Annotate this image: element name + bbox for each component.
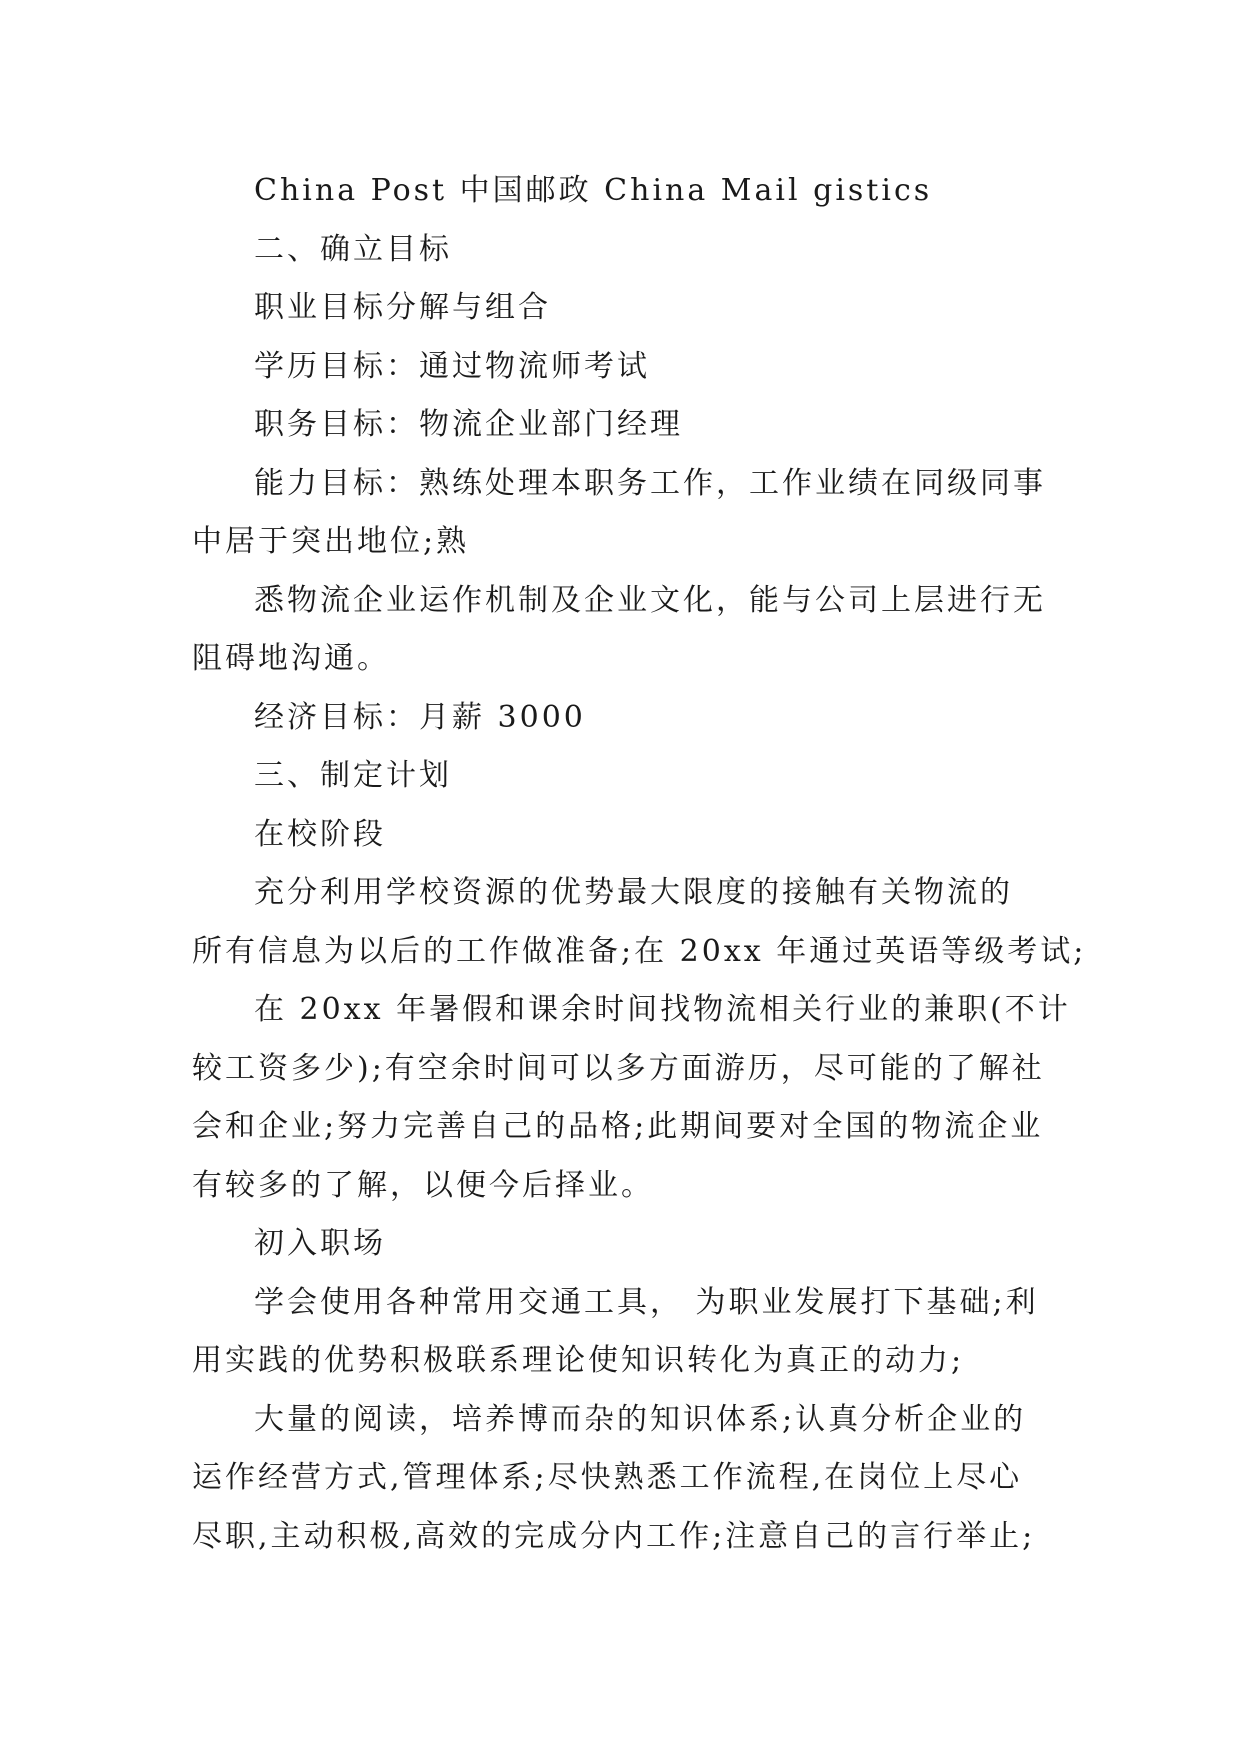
paragraph-line: 在 20xx 年暑假和课余时间找物流相关行业的兼职(不计 [254,992,1071,1027]
paragraph-line: 有较多的了解，以便今后择业。 [192,1167,654,1203]
paragraph-line: 职务目标：物流企业部门经理 [254,407,683,442]
paragraph-line: 能力目标：熟练处理本职务工作，工作业绩在同级同事 [254,465,1046,501]
subheading: 初入职场 [254,1226,386,1261]
paragraph-line: 大量的阅读，培养博而杂的知识体系;认真分析企业的 [254,1401,1027,1437]
intro-line: China Post 中国邮政 China Mail gistics [254,173,933,208]
paragraph-line: 学会使用各种常用交通工具， 为职业发展打下基础;利 [254,1284,1039,1320]
paragraph-line: 较工资多少);有空余时间可以多方面游历，尽可能的了解社 [192,1050,1045,1086]
paragraph-line: 悉物流企业运作机制及企业文化，能与公司上层进行无 [254,582,1046,618]
paragraph-line: 充分利用学校资源的优势最大限度的接触有关物流的 [254,875,1013,910]
subheading: 在校阶段 [254,816,386,852]
subheading: 职业目标分解与组合 [254,290,551,325]
paragraph-line: 阻碍地沟通。 [192,641,390,676]
paragraph-line: 所有信息为以后的工作做准备;在 20xx 年通过英语等级考试; [192,933,1087,969]
document-body [192,162,1087,1566]
paragraph-line: 尽职,主动积极,高效的完成分内工作;注意自己的言行举止; [192,1518,1036,1554]
paragraph-line: 学历目标：通过物流师考试 [254,348,650,384]
paragraph-line: 中居于突出地位;熟 [192,524,470,559]
section-heading: 三、制定计划 [254,758,452,793]
paragraph-line: 用实践的优势积极联系理论使知识转化为真正的动力; [192,1343,965,1378]
paragraph-line: 经济目标：月薪 3000 [254,699,586,735]
paragraph-line: 运作经营方式,管理体系;尽快熟悉工作流程,在岗位上尽心 [192,1460,1023,1495]
paragraph-line: 会和企业;努力完善自己的品格;此期间要对全国的物流企业 [192,1109,1044,1144]
section-heading: 二、确立目标 [254,231,452,267]
